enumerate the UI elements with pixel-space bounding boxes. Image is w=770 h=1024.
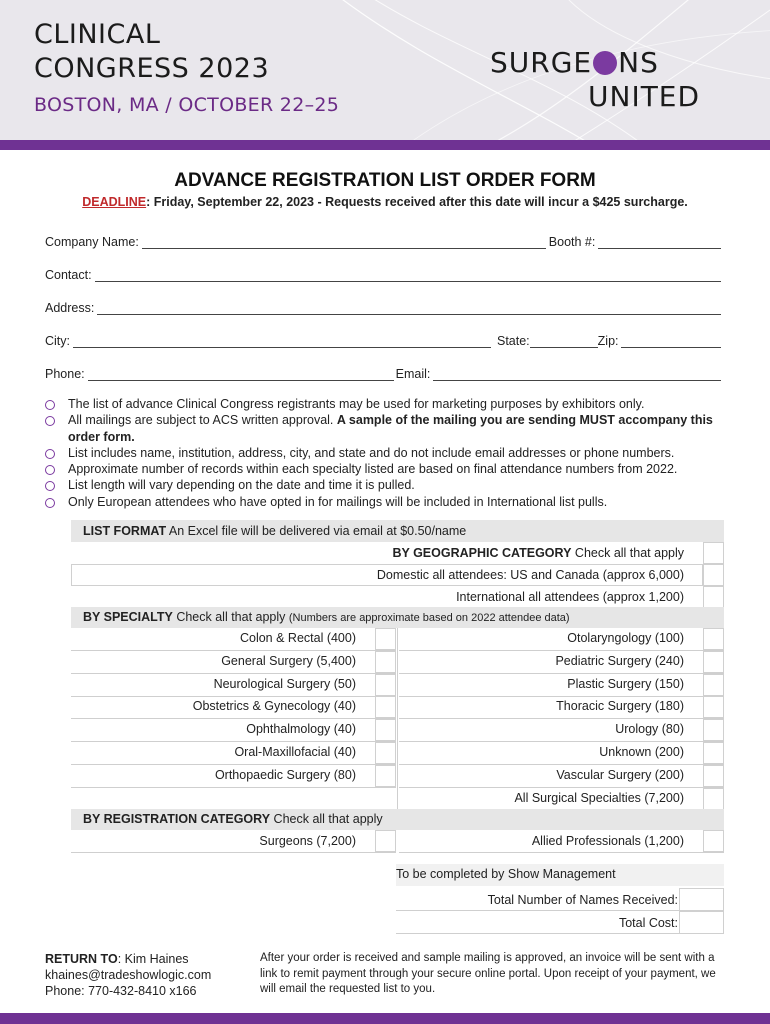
specialty-unknown: Unknown (200) bbox=[599, 745, 684, 759]
contact-label: Contact: bbox=[45, 268, 92, 282]
checkbox-otolaryngology[interactable] bbox=[703, 628, 724, 650]
zip-field[interactable] bbox=[621, 336, 721, 348]
total-cost-field[interactable] bbox=[679, 911, 724, 934]
list-format-header: LIST FORMAT An Excel file will be delivered via email at $0.50/name bbox=[71, 520, 724, 542]
contact-row bbox=[45, 266, 721, 282]
row-divider bbox=[71, 650, 396, 651]
specialty-header: BY SPECIALTY Check all that apply (Numbers are approximate based on 2022 attendee data) bbox=[71, 607, 724, 628]
total-cost-label: Total Cost: bbox=[618, 916, 678, 930]
specialty-colon-rectal: Colon & Rectal (400) bbox=[239, 631, 356, 645]
phone-field[interactable] bbox=[88, 369, 394, 381]
return-to-block: RETURN TO: Kim Haines khaines@tradeshowlogic.com Phone: 770-432-8410 x166 bbox=[45, 951, 245, 999]
geographic-header: BY GEOGRAPHIC CATEGORY Check all that apply bbox=[392, 546, 684, 560]
bullet-icon bbox=[45, 449, 55, 459]
contact-phone: Phone: 770-432-8410 x166 bbox=[45, 984, 197, 998]
checkbox-oral-maxillofacial[interactable] bbox=[375, 742, 396, 764]
checkbox-pediatric-surgery[interactable] bbox=[703, 651, 724, 673]
checkbox-urology[interactable] bbox=[703, 719, 724, 741]
header-banner bbox=[0, 0, 770, 140]
list-item: Approximate number of records within each specialty listed are based on final attendance numbers from 2022. bbox=[45, 461, 735, 477]
specialty-general-surgery: General Surgery (5,400) bbox=[221, 654, 356, 668]
specialty-vascular-surgery: Vascular Surgery (200) bbox=[556, 768, 684, 782]
org-logo: SURGE NS UNITED bbox=[490, 46, 701, 113]
row-divider bbox=[396, 933, 679, 934]
specialty-all-surgical: All Surgical Specialties (7,200) bbox=[514, 791, 684, 805]
row-divider bbox=[399, 787, 724, 788]
phone-label: Phone: bbox=[45, 367, 85, 381]
address-field[interactable] bbox=[97, 303, 721, 315]
list-item: Only European attendees who have opted in for mailings will be included in International list pulls. bbox=[45, 494, 735, 510]
specialty-ophthalmology: Ophthalmology (40) bbox=[246, 722, 356, 736]
checkbox-obgyn[interactable] bbox=[375, 696, 396, 718]
geo-option-domestic: Domestic all attendees: US and Canada (approx 6,000) bbox=[376, 568, 684, 582]
checkbox-general-surgery[interactable] bbox=[375, 651, 396, 673]
geo-checkbox-domestic[interactable] bbox=[703, 564, 724, 586]
row-divider bbox=[71, 852, 396, 853]
top-accent-bar bbox=[0, 140, 770, 150]
logo-dot-icon bbox=[593, 51, 617, 75]
registration-allied: Allied Professionals (1,200) bbox=[531, 834, 684, 848]
specialty-plastic-surgery: Plastic Surgery (150) bbox=[567, 677, 684, 691]
checkbox-unknown[interactable] bbox=[703, 742, 724, 764]
booth-field[interactable] bbox=[598, 237, 721, 249]
checkbox-colon-rectal[interactable] bbox=[375, 628, 396, 650]
list-item: List includes name, institution, address, city, and state and do not include email addresses or phone numbers. bbox=[45, 445, 735, 461]
checkbox-surgeons[interactable] bbox=[375, 830, 396, 852]
address-row bbox=[45, 299, 721, 315]
specialty-otolaryngology: Otolaryngology (100) bbox=[567, 631, 684, 645]
notes-list bbox=[45, 396, 735, 510]
row-divider bbox=[396, 910, 679, 911]
contact-field[interactable] bbox=[95, 270, 721, 282]
email-field[interactable] bbox=[433, 369, 721, 381]
row-divider bbox=[399, 696, 724, 697]
specialty-pediatric-surgery: Pediatric Surgery (240) bbox=[555, 654, 684, 668]
deadline-notice: DEADLINE: Friday, September 22, 2023 - Requests received after this date will incur a $425 surcharge. bbox=[82, 195, 688, 209]
company-label: Company Name: bbox=[45, 235, 139, 249]
checkbox-allied[interactable] bbox=[703, 830, 724, 852]
list-item: List length will vary depending on the date and time it is pulled. bbox=[45, 477, 735, 493]
state-field[interactable] bbox=[530, 336, 598, 348]
payment-note: After your order is received and sample mailing is approved, an invoice will be sent with a link to remit payment through your secure online portal. Upon receipt of your payment, we will email the requested list to you. bbox=[260, 952, 716, 995]
booth-label: Booth #: bbox=[548, 235, 596, 249]
zip-label: Zip: bbox=[597, 334, 619, 348]
geo-checkbox-international[interactable] bbox=[703, 586, 724, 608]
list-item: The list of advance Clinical Congress registrants may be used for marketing purposes by exhibitors only. bbox=[45, 396, 735, 412]
column-divider bbox=[397, 628, 398, 810]
row-divider bbox=[71, 764, 396, 765]
row-divider bbox=[399, 673, 724, 674]
checkbox-neurological-surgery[interactable] bbox=[375, 674, 396, 696]
city-field[interactable] bbox=[73, 336, 491, 348]
row-divider bbox=[71, 787, 396, 788]
state-label: State: bbox=[497, 334, 530, 348]
specialty-orthopaedic-surgery: Orthopaedic Surgery (80) bbox=[214, 768, 356, 782]
bullet-icon bbox=[45, 498, 55, 508]
registration-surgeons: Surgeons (7,200) bbox=[259, 834, 356, 848]
row-divider bbox=[399, 718, 724, 719]
checkbox-vascular-surgery[interactable] bbox=[703, 765, 724, 787]
specialty-thoracic-surgery: Thoracic Surgery (180) bbox=[556, 699, 684, 713]
row-divider bbox=[399, 764, 724, 765]
specialty-obgyn: Obstetrics & Gynecology (40) bbox=[192, 699, 356, 713]
city-row bbox=[45, 332, 721, 348]
row-divider bbox=[399, 650, 724, 651]
total-names-label: Total Number of Names Received: bbox=[487, 893, 678, 907]
management-header: To be completed by Show Management bbox=[396, 864, 724, 886]
bullet-icon bbox=[45, 465, 55, 475]
bullet-icon bbox=[45, 481, 55, 491]
specialty-oral-maxillofacial: Oral-Maxillofacial (40) bbox=[234, 745, 356, 759]
bottom-accent-bar bbox=[0, 1013, 770, 1024]
row-divider bbox=[71, 741, 396, 742]
geo-option-international: International all attendees (approx 1,200) bbox=[456, 590, 684, 604]
row-divider bbox=[71, 673, 396, 674]
row-divider bbox=[399, 741, 724, 742]
company-field[interactable] bbox=[142, 237, 546, 249]
specialty-urology: Urology (80) bbox=[615, 722, 684, 736]
total-names-field[interactable] bbox=[679, 888, 724, 911]
bullet-icon bbox=[45, 416, 55, 426]
row-divider bbox=[71, 696, 396, 697]
checkbox-orthopaedic-surgery[interactable] bbox=[375, 765, 396, 787]
phone-row bbox=[45, 365, 721, 381]
list-item: All mailings are subject to ACS written approval. A sample of the mailing you are sending MUST accompany this order form. bbox=[45, 412, 735, 445]
checkbox-plastic-surgery[interactable] bbox=[703, 674, 724, 696]
row-divider bbox=[399, 852, 724, 853]
registration-header: BY REGISTRATION CATEGORY Check all that apply bbox=[71, 809, 724, 830]
geographic-header-box bbox=[703, 542, 724, 564]
city-label: City: bbox=[45, 334, 70, 348]
form-title: ADVANCE REGISTRATION LIST ORDER FORM bbox=[174, 170, 596, 191]
row-divider bbox=[71, 718, 396, 719]
checkbox-thoracic-surgery[interactable] bbox=[703, 696, 724, 718]
contact-email: khaines@tradeshowlogic.com bbox=[45, 968, 212, 982]
company-row bbox=[45, 233, 721, 249]
specialty-neurological-surgery: Neurological Surgery (50) bbox=[213, 677, 356, 691]
event-location-dates: BOSTON, MA / OCTOBER 22–25 bbox=[34, 94, 340, 116]
event-title: CLINICAL CONGRESS 2023 bbox=[34, 19, 270, 84]
checkbox-ophthalmology[interactable] bbox=[375, 719, 396, 741]
checkbox-all-surgical[interactable] bbox=[703, 788, 724, 810]
bullet-icon bbox=[45, 400, 55, 410]
address-label: Address: bbox=[45, 301, 95, 315]
email-label: Email: bbox=[395, 367, 431, 381]
